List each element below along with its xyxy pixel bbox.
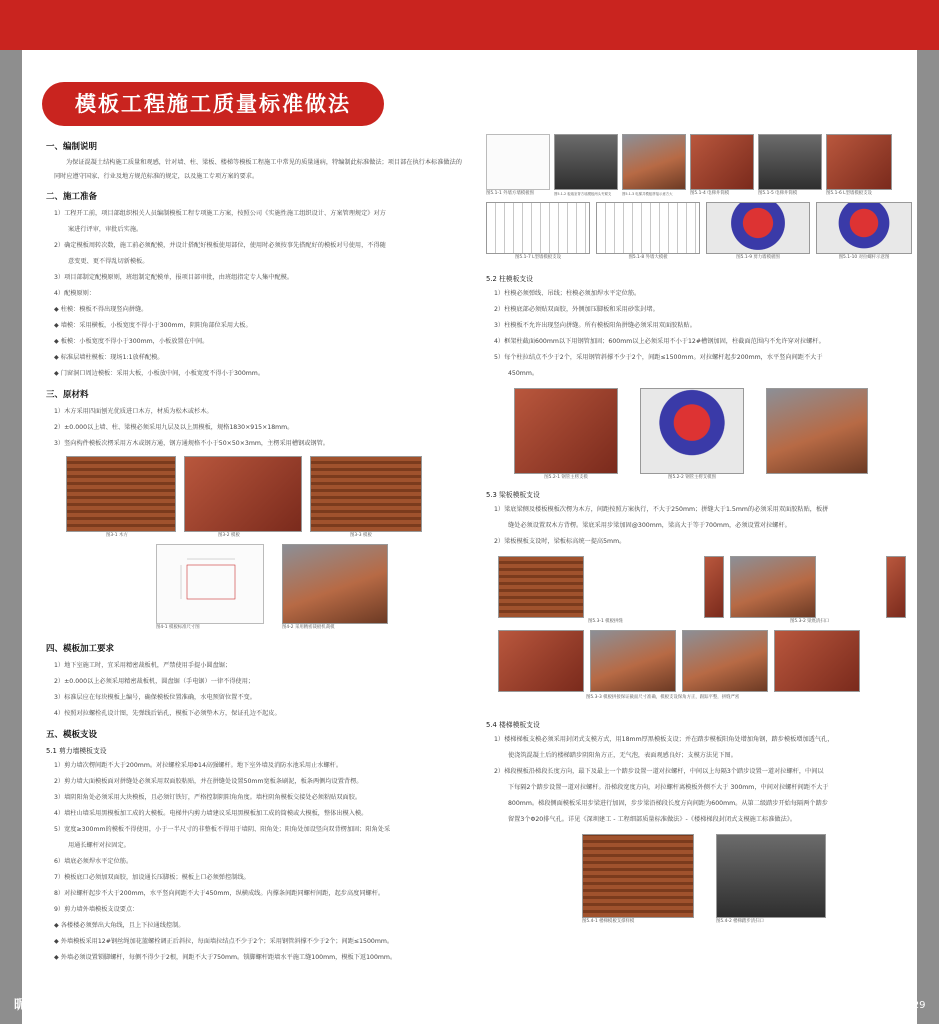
list-item: 3）竖向构件模板次楞采用方木或钢方通，钢方通规格不小于50×50×3mm，主楞采用槽钢或钢管。 <box>54 440 329 447</box>
figure <box>730 556 880 626</box>
photo-column-form <box>514 388 618 474</box>
watermark-left: 昵图网 www.nipic.com <box>14 998 185 1013</box>
photo-beam-cleanout <box>730 556 816 618</box>
render-shear-wall <box>706 202 810 254</box>
section-heading: 五、模板支设 <box>46 730 98 740</box>
figure-row <box>66 456 466 540</box>
list-item: 2）±0.000以上墙、柱、梁模必须采用九层及以上黑模板，规格1830×915×18mm。 <box>54 424 294 431</box>
section-heading: 四、模板加工要求 <box>46 644 115 654</box>
section-heading: 三、原材料 <box>46 390 89 400</box>
list-item: ◆ 门窗洞口周边模板：采用大板，小板放中间，小板宽度不得小于300mm。 <box>54 370 265 377</box>
page-title: 模板工程施工质量标准做法 <box>42 82 384 126</box>
figure <box>310 456 422 540</box>
list-item: ◆ 外墙模板采用12#钢丝绳加花篮螺栓调正后斜拉，每面墙拉结点不少于2个；采用钢管斜撑不少于2个；间距≤1500mm。 <box>54 938 394 945</box>
photo-beam-bottom <box>886 556 906 618</box>
drawing-l-wall <box>486 202 590 254</box>
list-item: 4）框架柱截面600mm以下用钢管加固；600mm以上必须采用不小于12#槽钢加固，柱截面范围内不允许穿对拉螺杆。 <box>494 338 825 345</box>
list-item: 8）对拉螺杆起步不大于200mm，水平竖向间距不大于450mm，纵横成线。内撑条间距同螺杆间距，起步高度同螺杆。 <box>54 890 385 897</box>
figure-caption: 图5.1-8 外墙大模板 <box>628 255 668 260</box>
list-item: 9）剪力墙外墙模板支设要点： <box>54 906 139 913</box>
subsection-heading: 5.3 梁板模板支设 <box>486 491 540 499</box>
figure-caption: 图5.4-1 楼梯模板支撑样模 <box>582 919 635 924</box>
figure <box>706 202 810 262</box>
figure <box>184 456 302 540</box>
figure-caption: 图5.1-7 L型墙模板支设 <box>515 255 561 260</box>
figure <box>690 134 754 198</box>
figure-caption: 图5.1-4 电梯井筒模 <box>690 191 730 196</box>
figure <box>554 134 618 198</box>
photo-wall-form-1 <box>554 134 618 190</box>
photo-board-stack <box>310 456 422 532</box>
list-item: 2）梁板模板支设时，梁板标高统一提高5mm。 <box>494 538 626 545</box>
figure-row <box>514 388 906 482</box>
list-item: 3）项目部制定配模原则，班组制定配模单，报项目部审批，由班组指定专人集中配模。 <box>54 274 294 281</box>
photo-board-seam <box>498 556 584 618</box>
list-item: 1）木方采用四面刨光优质进口木方，材质为松木或杉木。 <box>54 408 213 415</box>
list-item: 留置3个Φ20排气孔。详见《深圳建工 - 工程细部质量标准做法》-《楼梯梯段封闭式支模施工标准做法》。 <box>508 816 797 823</box>
photo-column-steel <box>766 388 868 474</box>
list-item: 5）宽度≥300mm的模板不得使用，小于一半尺寸的非整板不得用于墙阴、阳角处；阳角处加设竖向双背楞加固；阳角处采 <box>54 826 391 833</box>
list-item: 6）墙底必须焊水平定位筋。 <box>54 858 133 865</box>
top-banner <box>0 0 939 50</box>
list-item: ◆ 板模：小板宽度不得小于300mm，小板放置在中间。 <box>54 338 209 345</box>
list-item: 2）梯段模板沿梯段长度方向，最下及最上一个踏步设置一道对拉螺杆，中间以上每隔3个踏步设置一道对拉螺杆，中间以 <box>494 768 824 775</box>
figure-row <box>486 202 906 262</box>
right-column <box>486 134 906 928</box>
figure-caption: 图5.1-2 板墙室背方墙模板两头夹紧支 <box>554 192 612 196</box>
list-item: 下每隔2个踏步设置一道对拉螺杆。沿梯段宽度方向，对拉螺杆离模板外侧不大于 300mm，中间对拉螺杆间距不大于 <box>508 784 829 791</box>
list-item: 3）柱模板不允许出现竖向拼缝。所有模板阳角拼缝必须采用双面胶粘贴。 <box>494 322 696 329</box>
list-item: 2）剪力墙大面模板面对拼缝处必须采用双面胶粘贴，并在拼缝处设置50mm宽板条刷泥，板条两侧均设置背楞。 <box>54 778 363 785</box>
figure-caption: 图5.1-3 电梯井模板拼接示意方大 <box>622 192 673 196</box>
figure <box>826 134 892 198</box>
photo-slab-1 <box>498 630 584 692</box>
photo-slab-3 <box>682 630 768 692</box>
list-item: 使浇筑混凝土后的楼梯踏步阴阳角方正，无气泡，表面观感良好；支模方法见下图。 <box>508 752 737 759</box>
board-drawing-svg <box>157 545 263 623</box>
figure <box>486 134 550 198</box>
figure <box>716 834 826 926</box>
figure-caption: 图4-1 模板标准尺寸图 <box>156 625 200 630</box>
list-item: 案进行评审，审批后实施。 <box>68 226 143 233</box>
figure <box>156 544 264 632</box>
photo-stair-form-1 <box>582 834 694 918</box>
list-item: 4）墙柱山墙采用黑模板加工成的大模板。电梯井内剪力墙建议采用黑模板加工成的筒模或大模板，整体出模入模。 <box>54 810 368 817</box>
list-item: 4）配模原则： <box>54 290 96 297</box>
watermark-right: ID:4534906 NO:20220516150008286129 <box>718 1000 926 1011</box>
figure <box>66 456 176 540</box>
figure-row <box>486 134 906 198</box>
photo-elevator-form-2 <box>758 134 822 190</box>
left-column <box>46 134 466 966</box>
figure <box>758 134 822 198</box>
list-item: ◆ 墙模：采用横板，小板宽度不得小于300mm，阴阳角部位采用大板。 <box>54 322 252 329</box>
figure <box>486 202 590 262</box>
figure <box>640 388 744 482</box>
list-item: 1）梁底梁侧及楼板模板次楞为木方，间距按照方案执行，不大于250mm；拼缝大于1.5mm的必须采用双面胶粘贴，板拼 <box>494 506 829 513</box>
subsection-heading: 5.4 楼梯模板支设 <box>486 721 540 729</box>
figure <box>622 134 686 198</box>
figure-row <box>582 834 906 926</box>
figure-caption: 图5.3-1 模板拼缝 <box>588 619 623 624</box>
list-item: ◆ 柱模：模板不得出现竖向拼缝。 <box>54 306 148 313</box>
photo-formwork-board <box>184 456 302 532</box>
render-tie-bolt <box>816 202 912 254</box>
figure <box>582 834 694 926</box>
figure-caption: 图4-2 采用精密裁板机裁模 <box>282 625 335 630</box>
figure-caption: 图5.4-2 楼梯踏步清扫口 <box>716 919 764 924</box>
list-item: ◆ 标准层墙柱模板：现场1:1放样配模。 <box>54 354 164 361</box>
list-item: 1）工程开工前，项目部组织相关人员编制模板工程专项施工方案，按照公司《实施性施工组织设计、方案管理规定》对方 <box>54 210 386 217</box>
drawing-board-size <box>156 544 264 624</box>
list-item: 意变更、更不得乱切新模板。 <box>68 258 149 265</box>
list-item: 5）每个柱拉结点不少于2个，采用钢管斜撑不少于2个，间距≤1500mm。对拉螺杆起步200mm，水平竖向间距不大于 <box>494 354 823 361</box>
figure <box>816 202 912 262</box>
list-item: ◆ 各楼楼必须弹出大角线，且上下拉通线控制。 <box>54 922 185 929</box>
list-item: 1）剪力墙次楞间距不大于200mm。对拉螺栓采用Φ14高强螺杆。地下室外墙及消防水池采用止水螺杆。 <box>54 762 343 769</box>
list-item: 450mm。 <box>508 370 539 377</box>
figure-row <box>498 556 906 626</box>
list-item: 用通长螺杆对拉固定。 <box>68 842 130 849</box>
figure <box>766 388 868 482</box>
photo-beam-form <box>704 556 724 618</box>
list-item: 1）地下室施工时，宜采用精密裁板机，严禁使用手提小圆盘锯； <box>54 662 232 669</box>
figure-caption: 图3-1 木方 <box>106 533 128 538</box>
list-item: 4）按照对拉螺栓孔设计图，先弹线后钻孔，模板下必须垫木方，保证孔边不起皮。 <box>54 710 281 717</box>
list-item: 2）柱模底部必须贴双面胶，外侧加压脚板和采用砂浆封堵。 <box>494 306 659 313</box>
photo-stair-form-2 <box>716 834 826 918</box>
photo-elevator-form-1 <box>690 134 754 190</box>
figure <box>498 556 698 626</box>
list-item: 2）±0.000以上必须采用精密裁板机，圆盘锯（手电锯）一律不得使用； <box>54 678 255 685</box>
list-item: 1）楼梯梯板支模必须采用封闭式支模方式，用18mm厚黑模板支设；并在踏步模板阳角处增加角钢，踏步模板增加透气孔， <box>494 736 834 743</box>
poster-page <box>22 50 917 1024</box>
list-item: ◆ 外墙必须设置锁脚螺杆，每侧不得少于2根，间距不大于750mm。锁脚螺杆距墙水平施工缝100mm，模板下返100mm。 <box>54 954 397 961</box>
section-heading: 二、施工准备 <box>46 192 98 202</box>
drawing-outer-wall-form <box>596 202 700 254</box>
figure-caption: 图5.1-6 L型墙模板支设 <box>826 191 872 196</box>
figure <box>282 544 388 632</box>
list-item: 7）模板底口必须加双面胶，加设通长压脚板；模板上口必须弹控制线。 <box>54 874 250 881</box>
subsection-heading: 5.1 剪力墙模板支设 <box>46 747 107 755</box>
figure-caption: 图5.1-5 电梯井筒模 <box>758 191 798 196</box>
photo-timber <box>66 456 176 532</box>
figure <box>514 388 618 482</box>
list-item: 2）确定模板周转次数，施工前必须配模，并设计搭配好模板使用部位，使用时必须按事先搭配好的模板对号使用，不得随 <box>54 242 386 249</box>
list-item: 1）柱模必须弹线、吊线；柱模必须加焊水平定位筋。 <box>494 290 641 297</box>
figure-caption: 图3-2 模板 <box>218 533 240 538</box>
figure-caption: 图5.2-2 钢管主楞支模图 <box>668 475 716 480</box>
drawing-outer-wall <box>486 134 550 190</box>
figure-caption: 图5.3-3 模板拼接保证截面尺寸准确，模板支设保角方正，跟踪平整，拼缝严密 <box>586 695 740 700</box>
figure-caption: 图5.1-10 对拉螺杆示意图 <box>838 255 890 260</box>
photo-slab-2 <box>590 630 676 692</box>
figure-caption: 图5.2-1 钢管主楞支模 <box>544 475 588 480</box>
list-item: 3）墙阴阳角处必须采用大块模板，且必须钉铁钉，严格控制阴阳角角度。墙柱阴角模板交接处必须粘贴双面胶。 <box>54 794 362 801</box>
list-item: 800mm。梯段侧面模板采用步梁进行加固，步步梁沿梯段长度方向间距为600mm。从第二级踏步开始每隔两个踏步 <box>508 800 828 807</box>
photo-wall-form-2 <box>622 134 686 190</box>
list-item: 3）标准层应在每块模板上编号，确保模板位置准确，水电预留位置不变。 <box>54 694 256 701</box>
figure-row <box>498 630 906 692</box>
figure-caption: 图3-3 模板 <box>350 533 372 538</box>
figure-caption: 图5.1-1 外墙方墙模板图 <box>486 191 534 196</box>
section-text: 为保证混凝土结构施工质量和观感，针对墙、柱、梁板、楼梯等模板工程施工中常见的质量通病，特编制此标准做法；项目部在执行本标准做法的同时应遵守国家、行业及地方规范标准的规定，以及施工专项方案的要求。 <box>54 159 462 180</box>
section-heading: 一、编制说明 <box>46 142 98 152</box>
photo-l-wall <box>826 134 892 190</box>
photo-saw-cutting <box>282 544 388 624</box>
list-item: 缝处必须设置双木方背楞。梁底采用步梁加固@300mm，梁高大于等于700mm，必须设置对拉螺杆。 <box>508 522 791 529</box>
figure-caption: 图5.1-9 剪力墙模板图 <box>736 255 780 260</box>
photo-slab-4 <box>774 630 860 692</box>
subsection-heading: 5.2 柱模板支设 <box>486 275 533 283</box>
figure <box>596 202 700 262</box>
figure-row <box>156 544 466 632</box>
render-column-form <box>640 388 744 474</box>
figure-caption: 图5.3-2 梁底清扫口 <box>790 619 830 624</box>
